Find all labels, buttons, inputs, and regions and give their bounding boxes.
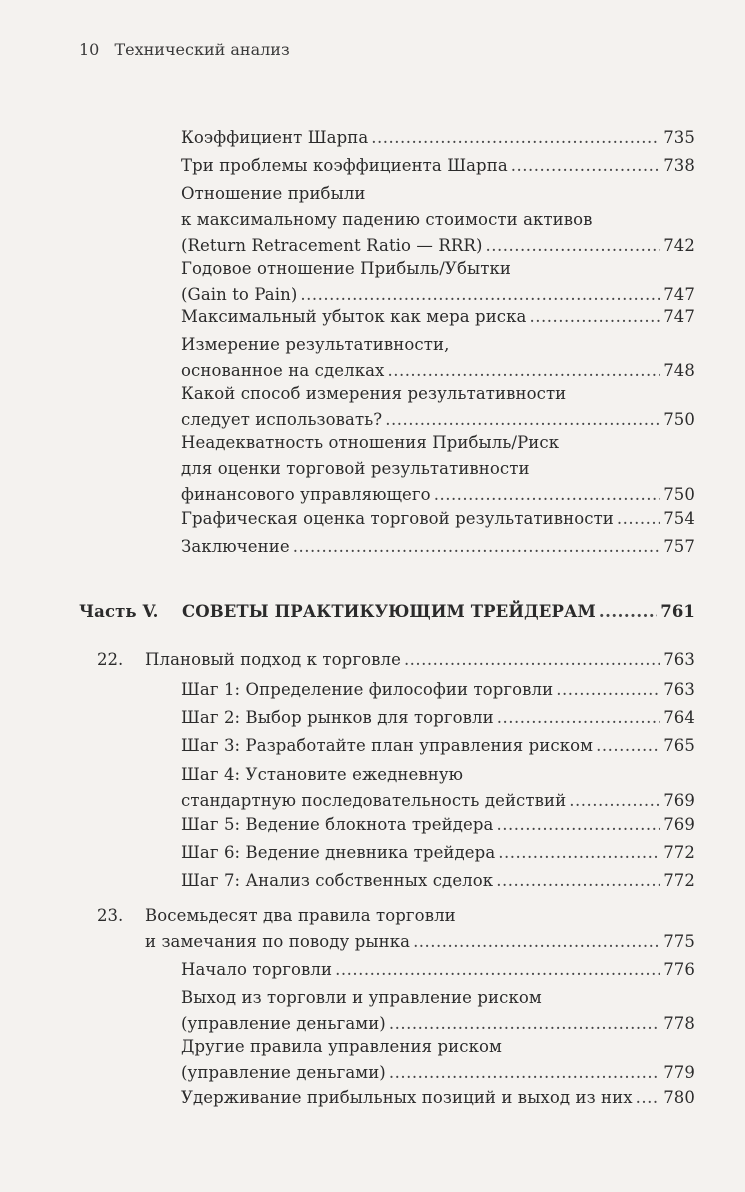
toc-entry-title-line: (Gain to Pain) [181, 285, 298, 304]
chapter-number: 22. [97, 650, 124, 669]
toc-entry [181, 1034, 695, 1086]
chapter-title-line: Восемьдесят два правила торговли [145, 906, 456, 925]
toc-entry-page: 764 [663, 708, 695, 727]
toc-entry [181, 985, 695, 1037]
toc-entry-title: Шаг 7: Анализ собственных сделок [181, 871, 494, 890]
toc-entry-page: 763 [663, 680, 695, 699]
toc-entry-page: 750 [663, 410, 695, 429]
toc-entry-title-line: (Return Retracement Ratio — RRR) [181, 236, 483, 255]
leader-dots [404, 647, 660, 673]
leader-dots [498, 840, 660, 866]
part-label: Часть V. [79, 602, 159, 621]
toc-entry [181, 868, 695, 894]
leader-dots [496, 868, 660, 894]
part-title: СОВЕТЫ ПРАКТИКУЮЩИМ ТРЕЙДЕРАМ [182, 602, 596, 621]
toc-chapter [145, 647, 695, 673]
toc-entry-title-line: Шаг 4: Установите ежедневную [181, 765, 464, 784]
toc-entry-title: Шаг 6: Ведение дневника трейдера [181, 843, 496, 862]
toc-entry-page: 780 [663, 1088, 695, 1107]
toc-entry-title: Шаг 2: Выбор рынков для торговли [181, 708, 494, 727]
toc-entry [181, 304, 695, 330]
toc-entry-page: 776 [663, 960, 695, 979]
toc-entry-title-line: финансового управляющего [181, 485, 431, 504]
toc-entry-title: Заключение [181, 537, 290, 556]
toc-entry-title-line: Другие правила управления риском [181, 1037, 502, 1056]
toc-entry-title: Коэффициент Шарпа [181, 128, 369, 147]
toc-entry-title-line: Выход из торговли и управление риском [181, 988, 542, 1007]
leader-dots [556, 677, 660, 703]
toc-entry-page: 735 [663, 128, 695, 147]
toc-entry [181, 332, 695, 384]
toc-entry-title-line: следует использовать? [181, 410, 383, 429]
toc-entry [181, 181, 695, 259]
chapter-title-line: и замечания по поводу рынка [145, 932, 411, 951]
leader-dots [413, 929, 660, 955]
toc-entry-page: 772 [663, 871, 695, 890]
toc-entry [181, 705, 695, 731]
toc-entry-title: Три проблемы коэффициента Шарпа [181, 156, 508, 175]
toc-entry [181, 677, 695, 703]
leader-dots [497, 705, 660, 731]
toc-entry-page: 779 [663, 1063, 695, 1082]
toc-chapter [145, 903, 695, 955]
toc-entry-title: Максимальный убыток как мера риска [181, 307, 527, 326]
leader-dots [599, 599, 657, 625]
chapter-page: 775 [663, 932, 695, 951]
toc-entry-page: 748 [663, 361, 695, 380]
toc-entry-page: 772 [663, 843, 695, 862]
chapter-number: 23. [97, 906, 124, 925]
leader-dots [293, 534, 660, 560]
toc-entry [181, 1085, 695, 1111]
toc-part [79, 599, 695, 625]
toc-entry [181, 762, 695, 814]
toc-entry [181, 957, 695, 983]
toc-entry-page: 754 [663, 509, 695, 528]
running-head-title: Технический анализ [114, 40, 290, 59]
toc-entry-title-line: (управление деньгами) [181, 1014, 386, 1033]
toc-entry-page: 742 [663, 236, 695, 255]
toc-entry-title: Удерживание прибыльных позиций и выход из них [181, 1088, 633, 1107]
running-head [79, 40, 290, 59]
leader-dots [530, 304, 661, 330]
leader-dots [511, 153, 660, 179]
toc-entry-page: 757 [663, 537, 695, 556]
leader-dots [569, 788, 660, 814]
toc-entry-title-line: основанное на сделках [181, 361, 385, 380]
leader-dots [496, 812, 660, 838]
toc-entry-page: 747 [663, 307, 695, 326]
leader-dots [596, 733, 660, 759]
toc-entry-title: Начало торговли [181, 960, 333, 979]
toc-entry [181, 534, 695, 560]
toc-entry-title: Шаг 1: Определение философии торговли [181, 680, 554, 699]
leader-dots [371, 125, 660, 151]
toc-entry-page: 778 [663, 1014, 695, 1033]
leader-dots [335, 957, 660, 983]
chapter-page: 763 [663, 650, 695, 669]
toc-entry-page: 765 [663, 736, 695, 755]
part-page: 761 [660, 602, 695, 621]
toc-entry-title-line: к максимальному падению стоимости активов [181, 210, 593, 229]
chapter-title: Плановый подход к торговле [145, 650, 401, 669]
toc-entry-title-line: стандартную последовательность действий [181, 791, 567, 810]
leader-dots [636, 1085, 661, 1111]
toc-entry [181, 506, 695, 532]
toc-entry [181, 256, 695, 308]
toc-entry-page: 747 [663, 285, 695, 304]
toc-entry-title-line: Измерение результативности, [181, 335, 450, 354]
toc-entry [181, 153, 695, 179]
toc-entry-page: 769 [663, 815, 695, 834]
toc-entry [181, 840, 695, 866]
toc-entry-title: Графическая оценка торговой результативности [181, 509, 614, 528]
toc-entry-page: 750 [663, 485, 695, 504]
toc-entry-title: Шаг 5: Ведение блокнота трейдера [181, 815, 494, 834]
toc-entry-title-line: Какой способ измерения результативности [181, 384, 567, 403]
toc-entry [181, 812, 695, 838]
toc-entry-title-line: Годовое отношение Прибыль/Убытки [181, 259, 511, 278]
toc-entry-title: Шаг 3: Разработайте план управления риском [181, 736, 594, 755]
toc-entry-title-line: (управление деньгами) [181, 1063, 386, 1082]
toc-entry-page: 738 [663, 156, 695, 175]
toc-entry [181, 125, 695, 151]
toc-entry-title-line: Отношение прибыли [181, 184, 366, 203]
leader-dots [434, 482, 661, 508]
leader-dots [389, 1060, 660, 1086]
toc-entry-page: 769 [663, 791, 695, 810]
toc-entry [181, 733, 695, 759]
toc-entry [181, 381, 695, 433]
toc-entry-title-line: Неадекватность отношения Прибыль/Риск [181, 433, 560, 452]
toc-entry-title-line: для оценки торговой результативности [181, 459, 530, 478]
leader-dots [617, 506, 660, 532]
page-number: 10 [79, 40, 100, 59]
toc-entry [181, 430, 695, 508]
